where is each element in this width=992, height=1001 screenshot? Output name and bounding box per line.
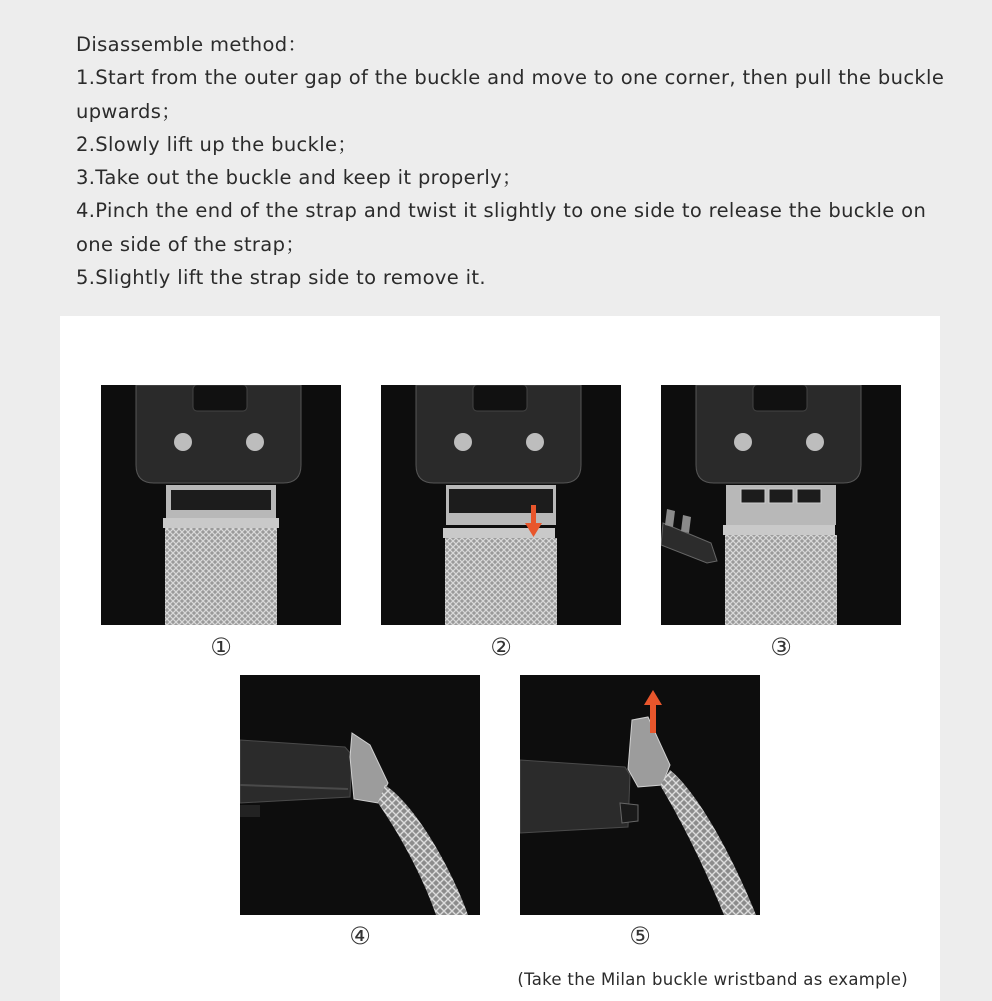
figure-2-number: ② (490, 633, 512, 661)
figure-caption: (Take the Milan buckle wristband as example) (517, 970, 908, 989)
figure-3-image (661, 385, 901, 625)
step-3: 3.Take out the buckle and keep it properly； (76, 166, 522, 190)
instructions-block (76, 28, 956, 294)
step-1: 1.Start from the outer gap of the buckle and move to one corner, then pull the buckle upwards； (76, 66, 945, 123)
watch-buckle-attached-illustration (101, 385, 341, 625)
step-2: 2.Slowly lift up the buckle； (76, 132, 358, 156)
figure-3-number: ③ (770, 633, 792, 661)
step-4: 4.Pinch the end of the strap and twist it slightly to one side to release the buckle on one side of the strap； (76, 199, 927, 256)
lift-strap-side-illustration (520, 675, 760, 915)
watch-buckle-removed-illustration (661, 385, 901, 625)
step-5: 5.Slightly lift the strap side to remove it. (76, 266, 486, 290)
watch-press-buckle-illustration (381, 385, 621, 625)
figure-1-image (101, 385, 341, 625)
figures-panel (60, 316, 940, 1001)
figure-5-number: ⑤ (629, 922, 651, 950)
figure-4-image (240, 675, 480, 915)
figure-2-image (381, 385, 621, 625)
figure-4-number: ④ (349, 922, 371, 950)
figure-5-image (520, 675, 760, 915)
side-view-strap-attached-illustration (240, 675, 480, 915)
instructions-heading: Disassemble method： (76, 33, 308, 56)
figure-1-number: ① (210, 633, 232, 661)
